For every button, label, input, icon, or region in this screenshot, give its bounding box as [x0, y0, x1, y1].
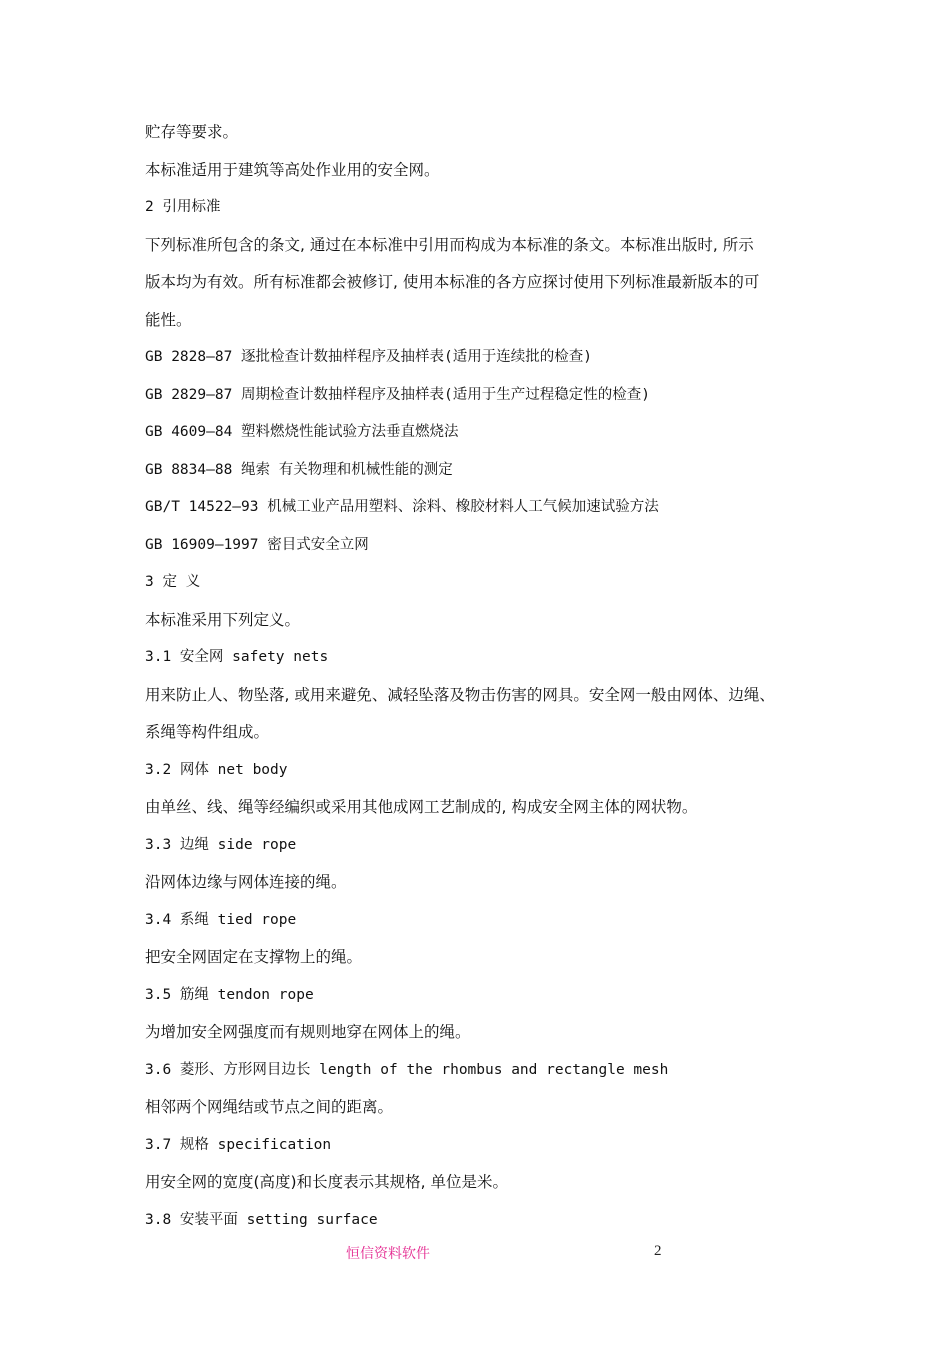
reference-standard: GB 4609—84 塑料燃烧性能试验方法垂直燃烧法 [145, 424, 459, 440]
definition-text: 把安全网固定在支撑物上的绳。 [145, 948, 363, 966]
definition-term: 3.8 安装平面 setting surface [145, 1211, 378, 1228]
definition-text: 沿网体边缘与网体连接的绳。 [145, 873, 347, 891]
document-body [145, 118, 825, 1243]
definition-term: 3.4 系绳 tied rope [145, 911, 297, 928]
definition-term: 3.6 菱形、方形网目边长 length of the rhombus and rectangle mesh [145, 1061, 669, 1078]
footer-brand: 恒信资料软件 [346, 1246, 430, 1262]
body-text-line: 本标准适用于建筑等高处作业用的安全网。 [145, 160, 440, 179]
definition-text: 由单丝、线、绳等经编织或采用其他成网工艺制成的, 构成安全网主体的网状物。 [145, 798, 698, 816]
reference-standard: GB/T 14522—93 机械工业产品用塑料、涂料、橡胶材料人工气候加速试验方法 [145, 499, 659, 515]
definition-text: 用来防止人、物坠落, 或用来避免、减轻坠落及物击伤害的网具。安全网一般由网体、边绳、 [145, 685, 775, 704]
body-text-line: 版本均为有效。所有标准都会被修订, 使用本标准的各方应探讨使用下列标准最新版本的可 [145, 273, 760, 291]
definition-term: 3.5 筋绳 tendon rope [145, 986, 314, 1003]
definition-text: 为增加安全网强度而有规则地穿在网体上的绳。 [145, 1023, 471, 1041]
body-text-line: 本标准采用下列定义。 [145, 610, 301, 629]
definition-term: 3.1 安全网 safety nets [145, 649, 329, 665]
section-heading: 3 定 义 [145, 574, 201, 590]
page-number: 2 [654, 1243, 662, 1259]
body-text-line: 贮存等要求。 [145, 123, 239, 141]
definition-text: 用安全网的宽度(高度)和长度表示其规格, 单位是米。 [145, 1173, 508, 1191]
definition-term: 3.2 网体 net body [145, 761, 288, 778]
definition-term: 3.7 规格 specification [145, 1136, 332, 1153]
page-footer [0, 1243, 950, 1267]
reference-standard: GB 8834—88 绳索 有关物理和机械性能的测定 [145, 461, 453, 478]
definition-term: 3.3 边绳 side rope [145, 836, 297, 853]
reference-standard: GB 16909—1997 密目式安全立网 [145, 536, 369, 553]
reference-standard: GB 2828—87 逐批检查计数抽样程序及抽样表(适用于连续批的检查) [145, 349, 592, 365]
definition-text: 系绳等构件组成。 [145, 723, 270, 741]
section-heading: 2 引用标准 [145, 199, 221, 215]
body-text-line: 能性。 [145, 310, 192, 329]
body-text-line: 下列标准所包含的条文, 通过在本标准中引用而构成为本标准的条文。本标准出版时, 所示 [145, 235, 754, 254]
definition-text: 相邻两个网绳结或节点之间的距离。 [145, 1098, 394, 1116]
reference-standard: GB 2829—87 周期检查计数抽样程序及抽样表(适用于生产过程稳定性的检查) [145, 386, 650, 403]
